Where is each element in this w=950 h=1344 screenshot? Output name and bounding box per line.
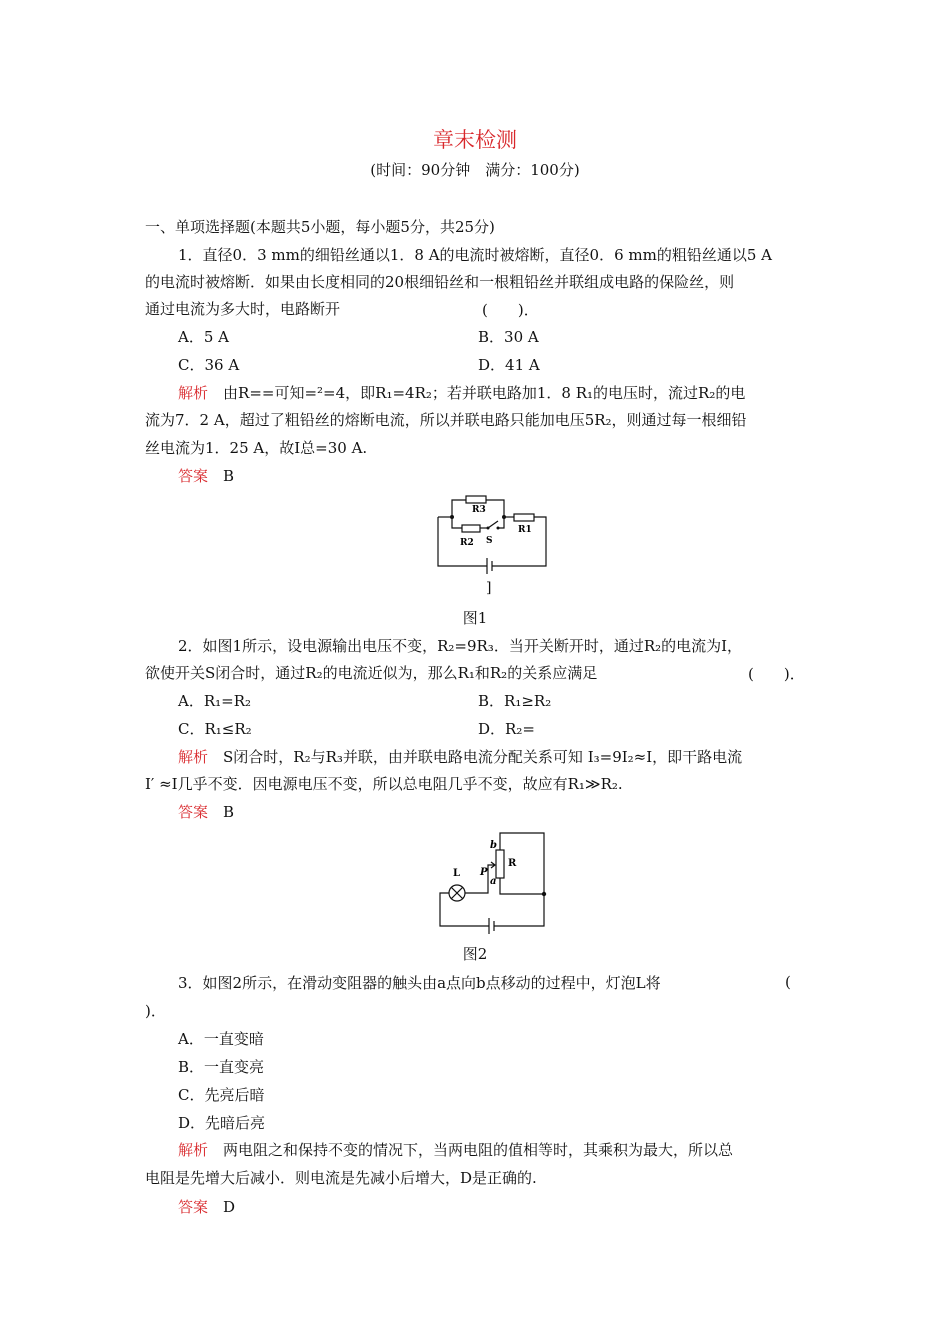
q1-option-d: D．41 A <box>478 356 540 374</box>
q2-answer-bracket: ( )． <box>748 665 805 683</box>
label-r1: R1 <box>518 525 532 535</box>
q2-answer <box>178 802 234 822</box>
q1-option-c: C．36 A <box>178 356 240 374</box>
q2-analysis-text1: S闭合时，R₂与R₃并联，由并联电路电流分配关系可知 I₃=9I₂≈I，即干路电流 <box>223 748 743 766</box>
q2-stem-line2: 欲使开关S闭合时，通过R₂的电流近似为，那么R₁和R₂的关系应满足 <box>145 664 598 682</box>
exam-info: (时间：90分钟 满分：100分) <box>370 161 580 179</box>
q1-answer-bracket: ( )． <box>482 301 539 319</box>
q3-bracket-open: ( <box>785 973 791 991</box>
q3-option-d: D．先暗后亮 <box>178 1114 266 1132</box>
label-l: L <box>453 868 461 879</box>
q1-stem-line1: 1．直径0．3 mm的细铅丝通以1．8 A的电流时被熔断，直径0．6 mm的粗铅丝通以5 A <box>178 246 772 264</box>
q1-analysis-label: 解析 <box>178 384 209 402</box>
q3-analysis-line2: 电阻是先增大后减小．则电流是先减小后增大，D是正确的. <box>145 1169 537 1187</box>
q3-stem-line1: 3．如图2所示，在滑动变阻器的触头由a点向b点移动的过程中，灯泡L将 <box>178 974 661 992</box>
q1-analysis-line1 <box>178 383 745 403</box>
q2-analysis-label: 解析 <box>178 748 209 766</box>
q3-answer-label: 答案 <box>178 1198 209 1216</box>
label-s: S <box>486 536 493 546</box>
label-b: b <box>490 840 497 851</box>
q2-option-c: C．R₁≤R₂ <box>178 720 252 738</box>
label-r: R <box>508 858 517 869</box>
q3-answer <box>178 1197 235 1217</box>
rheostat-r <box>496 850 504 878</box>
figure-2-caption: 图2 <box>462 945 488 963</box>
label-r2: R2 <box>460 538 474 548</box>
r1-resistor <box>514 514 534 521</box>
figure-1-circuit <box>430 490 550 580</box>
label-a: a <box>490 876 497 887</box>
q2-answer-label: 答案 <box>178 803 209 821</box>
q3-analysis-label: 解析 <box>178 1141 209 1159</box>
q1-answer-value: B <box>223 467 235 485</box>
figure-2-circuit <box>432 828 550 936</box>
r3-resistor <box>466 496 486 503</box>
switch-s <box>488 521 498 528</box>
q2-option-b: B．R₁≥R₂ <box>478 692 552 710</box>
q2-stem-line1: 2．如图1所示，设电源输出电压不变，R₂=9R₃．当开关断开时，通过R₂的电流为I， <box>178 637 743 655</box>
q3-answer-value: D <box>223 1198 236 1216</box>
q2-analysis-line1 <box>178 747 742 767</box>
section-heading: 一、单项选择题(本题共5小题，每小题5分，共25分) <box>145 218 495 236</box>
page-title: 章末检测 <box>433 128 517 152</box>
q3-stem-line2: )． <box>145 1002 166 1020</box>
label-p: P <box>480 867 488 878</box>
q1-answer <box>178 466 234 486</box>
q3-analysis-line1 <box>178 1140 733 1160</box>
r2-resistor <box>462 525 480 532</box>
q2-option-a: A．R₁=R₂ <box>178 692 252 710</box>
q1-analysis-text1: 由R==可知=²=4，即R₁=4R₂；若并联电路加1．8 R₁的电压时，流过R₂的电 <box>223 384 746 402</box>
q1-answer-label: 答案 <box>178 467 209 485</box>
figure-1-mark: ] <box>486 580 492 596</box>
q2-analysis-line2: I′ ≈I几乎不变．因电源电压不变，所以总电阻几乎不变，故应有R₁≫R₂. <box>145 775 623 793</box>
figure-1-caption: 图1 <box>462 609 488 627</box>
q3-analysis-text1: 两电阻之和保持不变的情况下，当两电阻的值相等时，其乘积为最大，所以总 <box>223 1141 734 1159</box>
q1-stem-line2: 的电流时被熔断．如果由长度相同的20根细铅丝和一根粗铅丝并联组成电路的保险丝，则 <box>145 273 735 291</box>
q3-option-c: C．先亮后暗 <box>178 1086 265 1104</box>
q1-option-b: B．30 A <box>478 328 539 346</box>
q2-option-d: D．R₂= <box>478 720 535 738</box>
q1-stem-line3: 通过电流为多大时，电路断开 <box>145 300 341 318</box>
q1-analysis-line3: 丝电流为1．25 A，故I总=30 A. <box>145 439 368 457</box>
label-r3: R3 <box>472 505 486 515</box>
q3-option-b: B．一直变亮 <box>178 1058 265 1076</box>
q1-option-a: A．5 A <box>178 328 229 346</box>
q1-analysis-line2: 流为7．2 A，超过了粗铅丝的熔断电流，所以并联电路只能加电压5R₂，则通过每一根细铅 <box>145 411 747 429</box>
q2-answer-value: B <box>223 803 235 821</box>
q3-option-a: A．一直变暗 <box>178 1030 264 1048</box>
